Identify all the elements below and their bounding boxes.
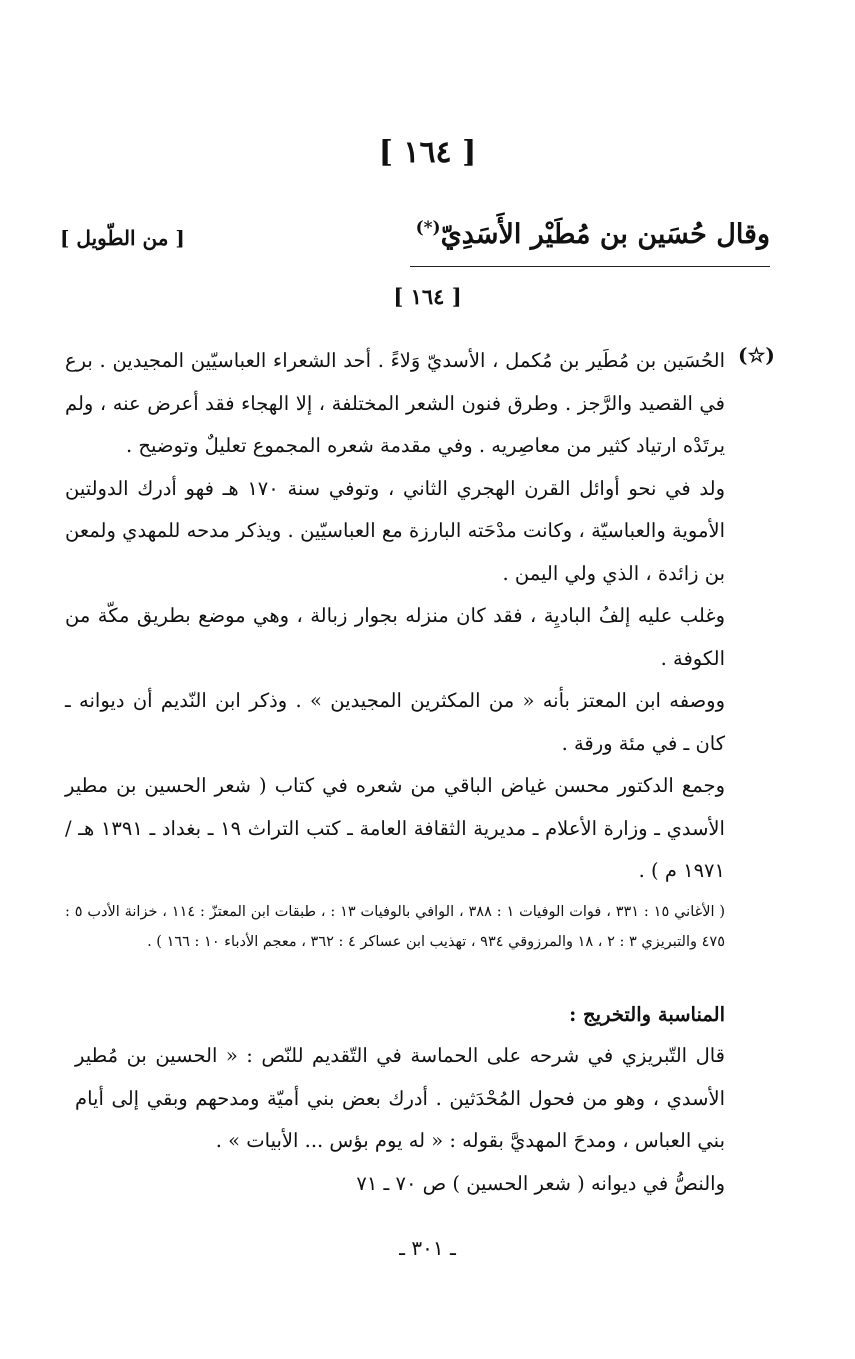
biography-paragraph: ولد في نحو أوائل القرن الهجري الثاني ، وتوفي سنة ١٧٠ هـ فهو أدرك الدولتين الأموية والعباسيّة ، وكانت مدْحَته البارزة مع العباسيّين . ويذكر مدحه للمهدي ولمعن بن زائدة ، الذي ولي اليمن . — [65, 476, 725, 585]
page-number: ـ ٣٠١ ـ — [399, 1236, 456, 1260]
footnote-star-marker: (☆) — [738, 343, 775, 367]
poem-title-text: وقال حُسَين بن مُطَيْر الأَسَدِيّ — [440, 219, 770, 250]
references: ( الأغاني ١٥ : ٣٣١ ، فوات الوفيات ١ : ٣٨٨ ، الوافي بالوفيات ١٣ : ، طبقات ابن المعتزّ : ١١٤ ، خزانة الأدب ٥ : ٤٧٥ والتبريزي ٣ : ٢ ، ١٨ والمرزوقي ٩٣٤ ، تهذيب ابن عساكر ٤ : ٣٦٢ ، معجم الأدباء ١٠ : ١٦٦ ) . — [65, 903, 726, 950]
section-paragraph: والنصُّ في ديوانه ( شعر الحسين ) ص ٧٠ ـ ٧١ — [356, 1171, 725, 1195]
occasion-section — [75, 995, 725, 1205]
footnote-poem-number: [ ١٦٤ ] — [393, 284, 462, 309]
section-paragraph: قال التّبريزي في شرحه على الحماسة في التّقديم للنّص : « الحسين بن مُطير الأسدي ، وهو من فحول المُحْدَثين . أدرك بعض بني أميّة ومدحهم وبقي إلى أيام بني العباس ، ومدحَ المهديَّ بقوله : « له يوم بؤس ... الأبيات » . — [75, 1044, 725, 1152]
footnote-marker: (*) — [415, 218, 441, 238]
biography-paragraph: وجمع الدكتور محسن غياض الباقي من شعره في كتاب ( شعر الحسين بن مطير الأسدي ـ وزارة الأعلام ـ مديرية الثقافة العامة ـ كتب التراث ١٩ ـ بغداد ـ ١٣٩١ هـ / ١٩٧١ م ) . — [65, 774, 725, 882]
poem-number: [ ١٦٤ ] — [378, 135, 477, 170]
section-heading: المناسبة والتخريج : — [569, 1003, 725, 1026]
poem-title — [416, 218, 770, 250]
poem-meter: [ من الطّويل ] — [60, 226, 185, 250]
biography-paragraph: ووصفه ابن المعتز بأنه « من المكثرين المجيدين » . وذكر ابن النّديم أن ديوانه ـ كان ـ في مئة ورقة . — [65, 689, 725, 755]
poem-title-row — [60, 218, 770, 266]
biography-paragraph: الحُسَين بن مُطَير بن مُكمل ، الأسديّ وَلاءً . أحد الشعراء العباسيّين المجيدين . برع في القصيد والرَّجز . وطرق فنون الشعر المختلفة ، إلا الهجاء فقد أعرض عنه ، ولم يرتَدْه ارتياد كثير من معاصِريه . وفي مقدمة شعره المجموع تعليلٌ وتوضيح . — [65, 349, 725, 457]
biography-paragraph: وغلب عليه إلفُ الباديِة ، فقد كان منزله بجوار زبالة ، وهي موضع بطريق مكّة من الكوفة . — [65, 604, 725, 670]
title-divider — [410, 266, 770, 267]
biography-notes — [65, 340, 725, 957]
